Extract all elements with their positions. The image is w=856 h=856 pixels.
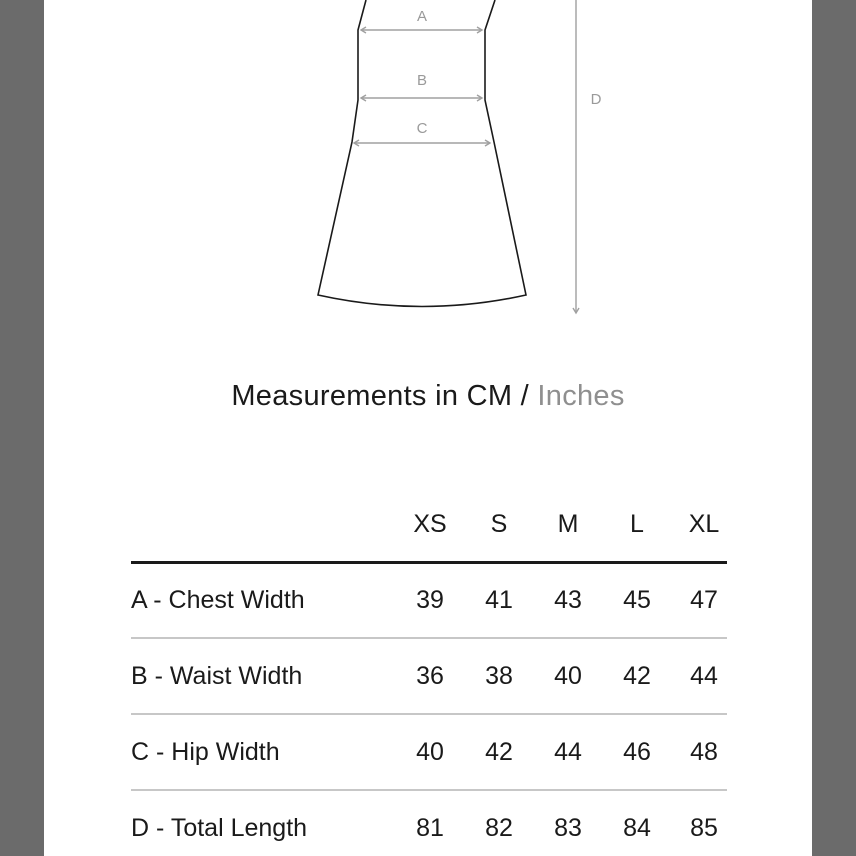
size-header-xl: XL bbox=[688, 510, 720, 538]
measure-line-d bbox=[573, 0, 579, 313]
label-d: D bbox=[590, 91, 602, 108]
header-divider bbox=[131, 561, 727, 564]
cell-length-l: 84 bbox=[623, 814, 651, 842]
size-chart-card bbox=[44, 0, 812, 856]
cell-chest-xs: 39 bbox=[416, 586, 444, 614]
size-header-l: L bbox=[630, 510, 644, 538]
row-label-length: D - Total Length bbox=[131, 814, 308, 842]
cell-hip-l: 46 bbox=[623, 738, 651, 766]
dress-outline bbox=[318, 0, 526, 307]
cell-hip-xl: 48 bbox=[690, 738, 718, 766]
row-label-waist: B - Waist Width bbox=[131, 662, 303, 690]
cell-chest-l: 45 bbox=[623, 586, 651, 614]
row-label-hip: C - Hip Width bbox=[131, 738, 280, 766]
row-label-chest: A - Chest Width bbox=[131, 586, 305, 614]
cell-waist-xl: 44 bbox=[690, 662, 718, 690]
cell-length-s: 82 bbox=[485, 814, 513, 842]
measure-line-c bbox=[354, 140, 490, 146]
row-divider bbox=[131, 789, 727, 791]
cell-waist-m: 40 bbox=[554, 662, 582, 690]
cell-hip-xs: 40 bbox=[416, 738, 444, 766]
row-divider bbox=[131, 713, 727, 715]
size-header-xs: XS bbox=[413, 510, 447, 538]
measure-line-b bbox=[361, 95, 482, 101]
cell-waist-s: 38 bbox=[485, 662, 513, 690]
cell-waist-l: 42 bbox=[623, 662, 651, 690]
cell-length-m: 83 bbox=[554, 814, 582, 842]
label-a: A bbox=[416, 8, 428, 25]
measure-line-a bbox=[361, 27, 482, 33]
cell-chest-m: 43 bbox=[554, 586, 582, 614]
cell-length-xs: 81 bbox=[416, 814, 444, 842]
size-header-s: S bbox=[490, 510, 508, 538]
measurement-units-heading bbox=[44, 380, 812, 413]
units-separator: / bbox=[512, 380, 538, 412]
label-c: C bbox=[416, 120, 428, 137]
cell-hip-s: 42 bbox=[485, 738, 513, 766]
dress-diagram bbox=[44, 0, 812, 340]
units-inches-toggle[interactable]: Inches bbox=[537, 380, 625, 412]
cell-length-xl: 85 bbox=[690, 814, 718, 842]
label-b: B bbox=[416, 72, 428, 89]
cell-hip-m: 44 bbox=[554, 738, 582, 766]
cell-waist-xs: 36 bbox=[416, 662, 444, 690]
cell-chest-xl: 47 bbox=[690, 586, 718, 614]
row-divider bbox=[131, 637, 727, 639]
units-cm: Measurements in CM bbox=[231, 380, 513, 412]
size-header-m: M bbox=[557, 510, 579, 538]
cell-chest-s: 41 bbox=[485, 586, 513, 614]
